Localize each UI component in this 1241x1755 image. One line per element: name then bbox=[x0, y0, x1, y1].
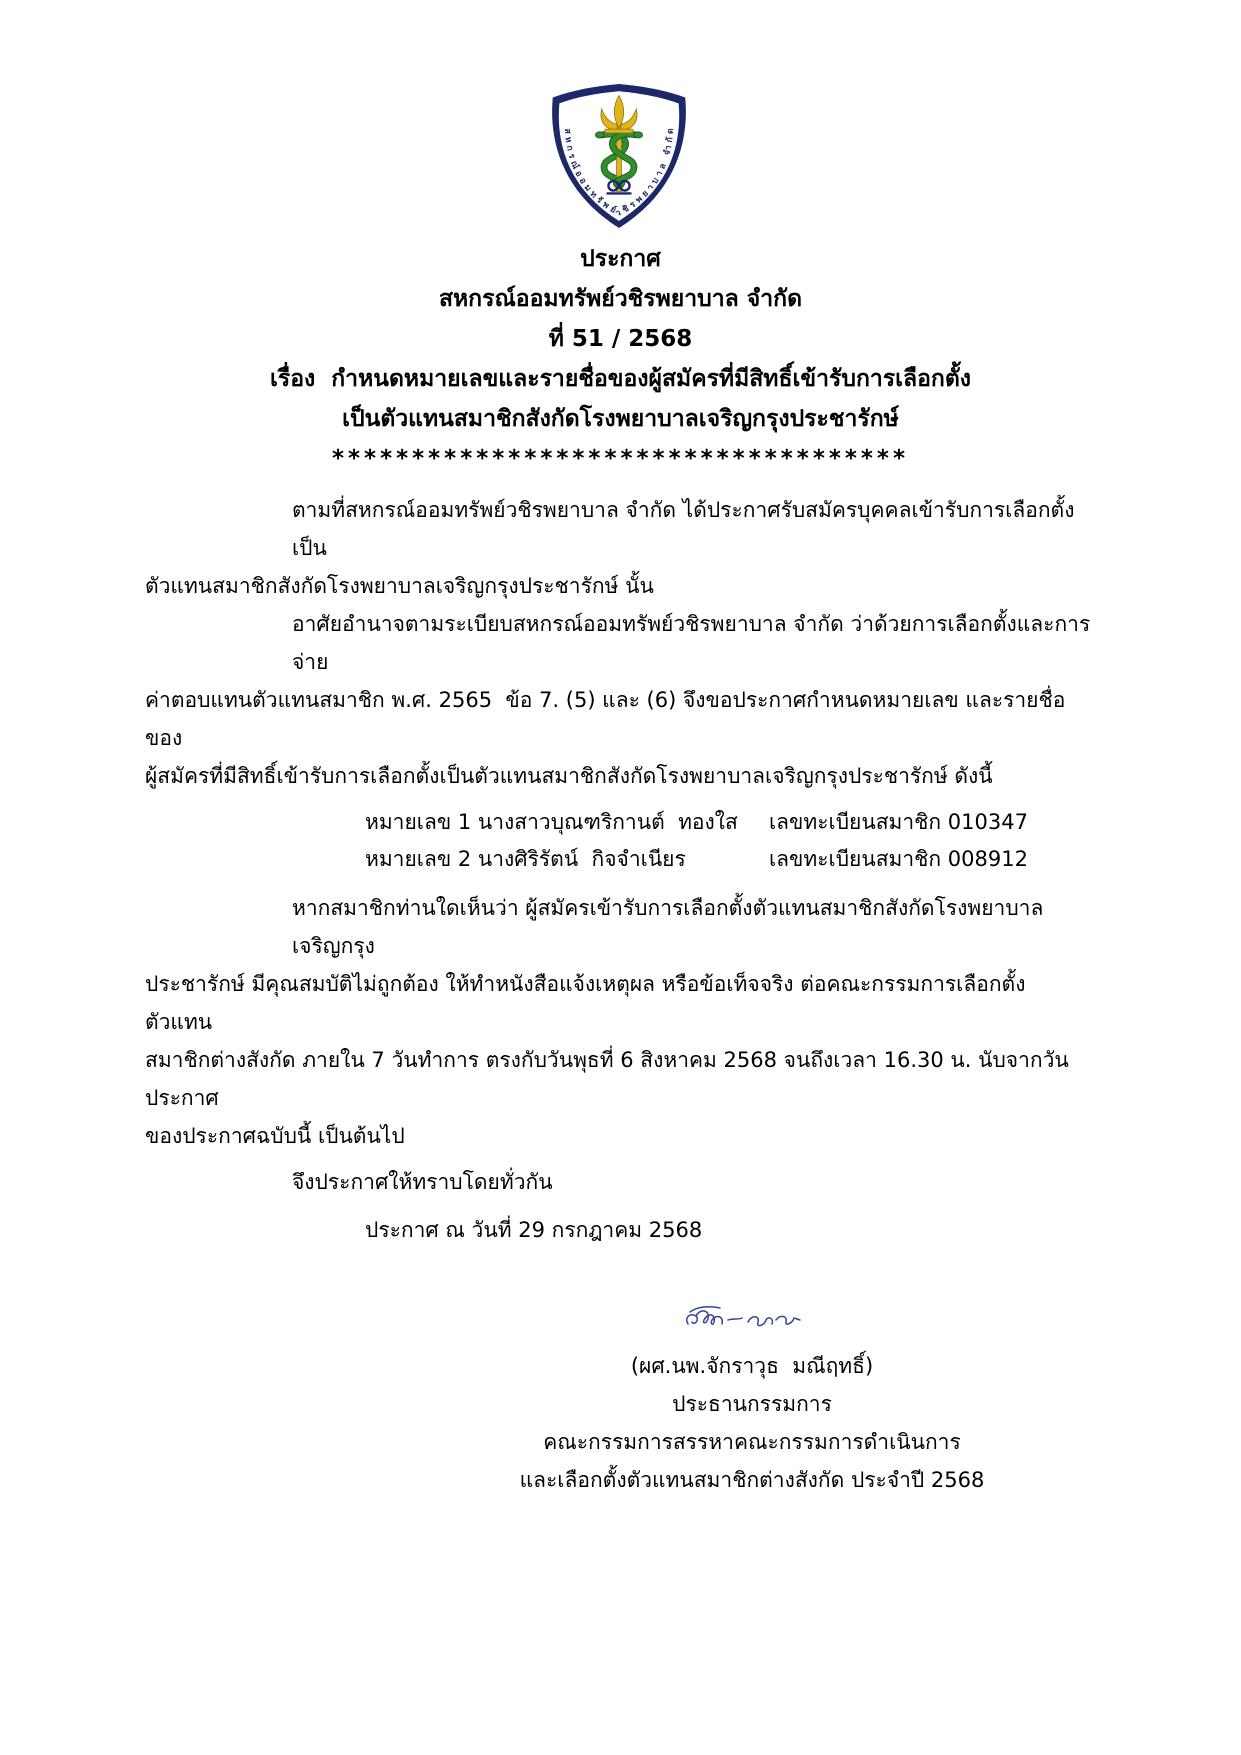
document-content bbox=[0, 239, 1241, 1499]
signatory-committee: และเลือกตั้งตัวแทนสมาชิกต่างสังกัด ประจำปี 2568 bbox=[519, 1468, 985, 1492]
signatory-committee: คณะกรรมการสรรหาคณะกรรมการดำเนินการ bbox=[543, 1430, 961, 1454]
paragraph-line: ประชารักษ์ มีคุณสมบัติไม่ถูกต้อง ให้ทำหนังสือแจ้งเหตุผล หรือข้อเท็จจริง ต่อคณะกรรมการเลือกตั้งตัวแทน bbox=[145, 972, 1026, 1034]
candidate-number-name: หมายเลข 2 นางศิริรัตน์ กิจจำเนียร bbox=[365, 847, 686, 871]
paragraph-line: สมาชิกต่างสังกัด ภายใน 7 วันทำการ ตรงกับวันพุธที่ 6 สิงหาคม 2568 จนถึงเวลา 16.30 น. นับจากวันประกาศ bbox=[145, 1048, 1069, 1110]
announcement-number: ที่ 51 / 2568 bbox=[548, 326, 693, 352]
subject-line: เรื่อง กำหนดหมายเลขและรายชื่อของผู้สมัครที่มีสิทธิ์เข้ารับการเลือกตั้ง bbox=[269, 366, 972, 392]
paragraph-line: ตามที่สหกรณ์ออมทรัพย์วชิรพยาบาล จำกัด ได้ประกาศรับสมัครบุคคลเข้ารับการเลือกตั้งเป็น bbox=[292, 498, 1075, 560]
paragraph-3 bbox=[145, 889, 1091, 1155]
paragraph-line: ผู้สมัครที่มีสิทธิ์เข้ารับการเลือกตั้งเป็นตัวแทนสมาชิกสังกัดโรงพยาบาลเจริญกรุงประชารักษ์ ดังนี้ bbox=[145, 764, 993, 788]
announcement-header bbox=[0, 239, 1241, 479]
candidate-number-name: หมายเลข 1 นางสาวบุณฑริกานต์ ทองใส bbox=[365, 810, 738, 834]
logo-lettering-path: สหกรณ์ออมทรัพย์วชิรพยาบาล จำกัด bbox=[562, 128, 676, 220]
announcement-body bbox=[145, 491, 1091, 1249]
paragraph-line: ตัวแทนสมาชิกสังกัดโรงพยาบาลเจริญกรุงประชารักษ์ นั้น bbox=[145, 574, 654, 598]
candidate-member-id: เลขทะเบียนสมาชิก 010347 bbox=[769, 810, 1028, 834]
candidate-row bbox=[365, 841, 1091, 878]
candidate-member-id: เลขทะเบียนสมาชิก 008912 bbox=[769, 847, 1028, 871]
signature-block bbox=[492, 1298, 1012, 1499]
handwritten-signature bbox=[680, 1298, 810, 1340]
closing-statement: จึงประกาศให้ทราบโดยทั่วกัน bbox=[292, 1170, 553, 1194]
page-title: ประกาศ bbox=[580, 246, 661, 272]
organization-name: สหกรณ์ออมทรัพย์วชิรพยาบาล จำกัด bbox=[438, 286, 803, 312]
signatory-name: (ผศ.นพ.จักราวุธ มณีฤทธิ์) bbox=[630, 1354, 874, 1378]
signatory-position: ประธานกรรมการ bbox=[672, 1392, 832, 1416]
paragraph-2 bbox=[145, 605, 1091, 795]
paragraph-line: ค่าตอบแทนตัวแทนสมาชิก พ.ศ. 2565 ข้อ 7. (5) และ (6) จึงขอประกาศกำหนดหมายเลข และรายชื่อของ bbox=[145, 688, 1066, 750]
cooperative-logo bbox=[547, 82, 691, 230]
asterisk-divider: ************************************ bbox=[331, 446, 909, 472]
paragraph-line: หากสมาชิกท่านใดเห็นว่า ผู้สมัครเข้ารับการเลือกตั้งตัวแทนสมาชิกสังกัดโรงพยาบาลเจริญกรุง bbox=[292, 896, 1044, 958]
paragraph-line: ของประกาศฉบับนี้ เป็นต้นไป bbox=[145, 1124, 405, 1148]
candidate-list bbox=[145, 804, 1091, 878]
paragraph-1 bbox=[145, 491, 1091, 605]
announcement-date: ประกาศ ณ วันที่ 29 กรกฎาคม 2568 bbox=[365, 1218, 703, 1242]
candidate-row bbox=[365, 804, 1091, 841]
paragraph-line: อาศัยอำนาจตามระเบียบสหกรณ์ออมทรัพย์วชิรพยาบาล จำกัด ว่าด้วยการเลือกตั้งและการจ่าย bbox=[292, 612, 1091, 674]
subject-line: เป็นตัวแทนสมาชิกสังกัดโรงพยาบาลเจริญกรุงประชารักษ์ bbox=[342, 406, 899, 432]
